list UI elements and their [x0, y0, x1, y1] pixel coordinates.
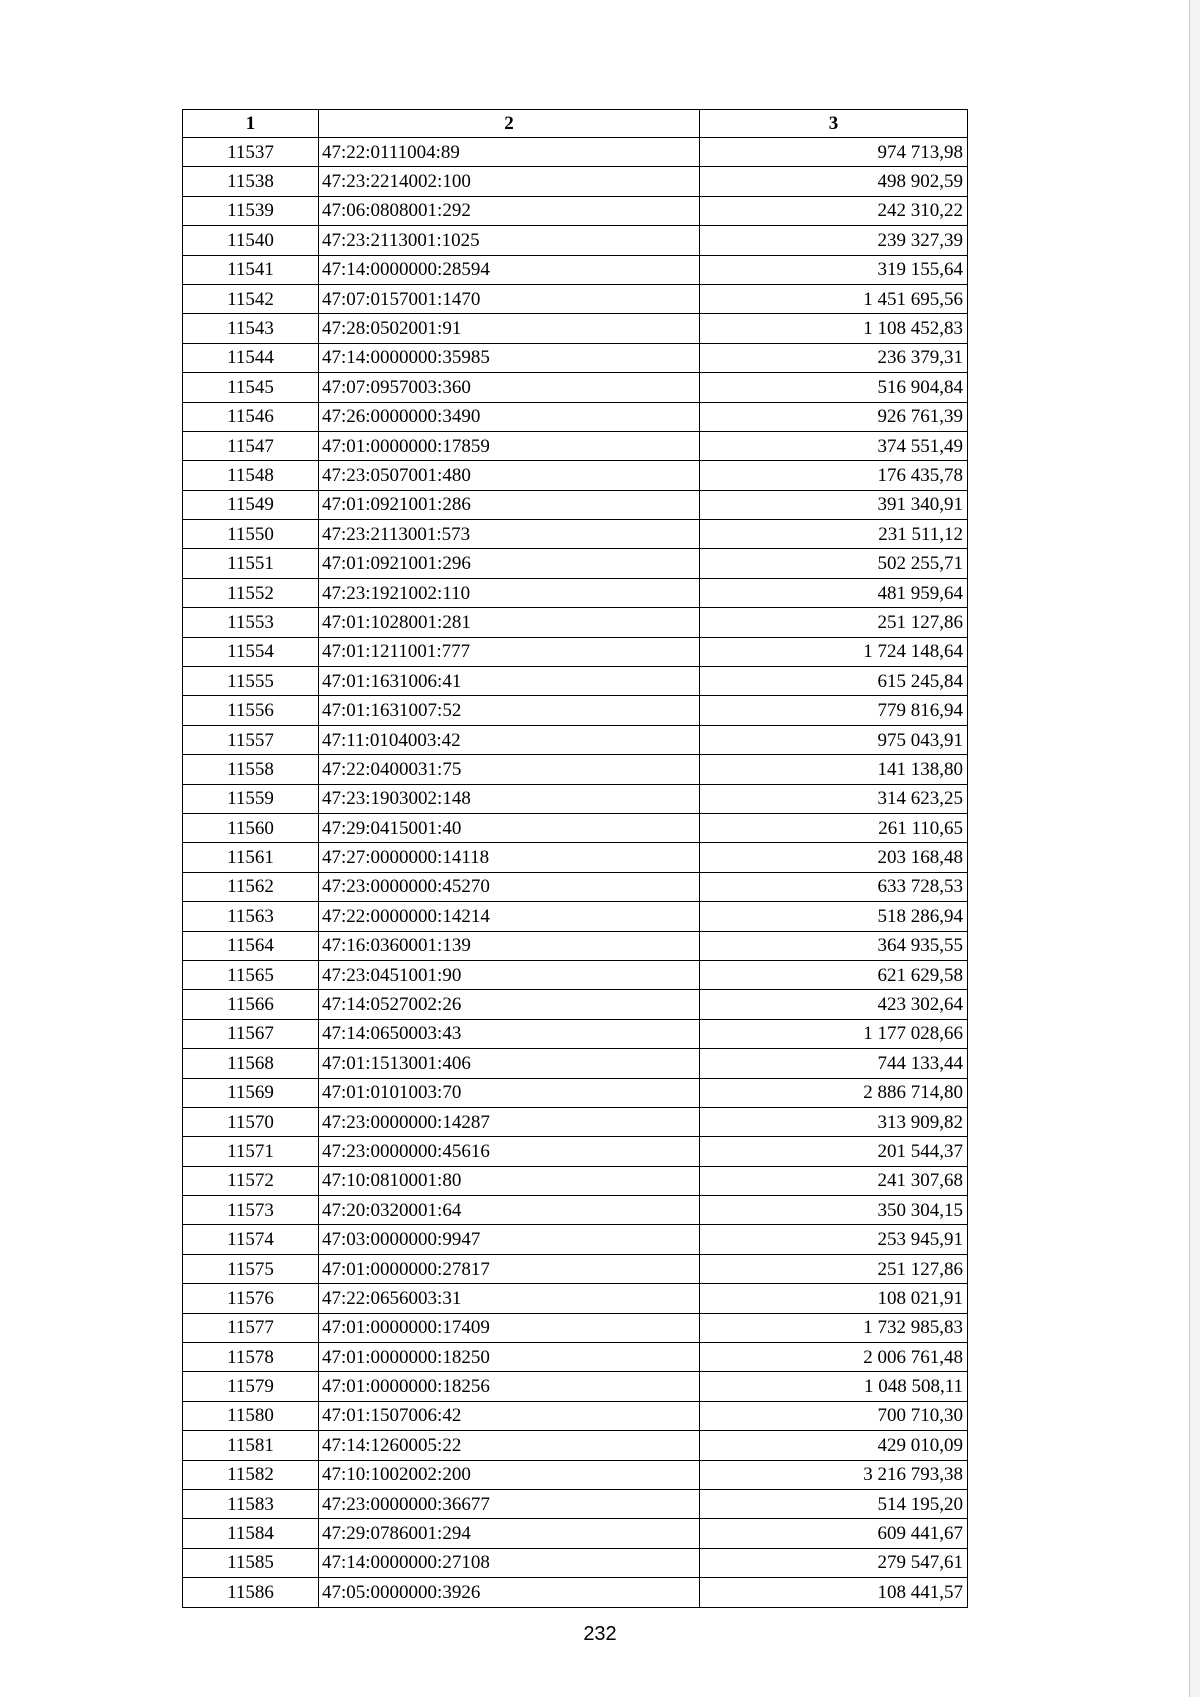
- row-number-cell: 11552: [183, 578, 319, 607]
- value-cell: 974 713,98: [700, 138, 968, 167]
- row-number-cell: 11571: [183, 1137, 319, 1166]
- header-col-1: 1: [183, 110, 319, 138]
- value-cell: 279 547,61: [700, 1548, 968, 1577]
- header-col-3: 3: [700, 110, 968, 138]
- row-number-cell: 11581: [183, 1431, 319, 1460]
- row-number-cell: 11537: [183, 138, 319, 167]
- value-cell: 261 110,65: [700, 813, 968, 842]
- cadastral-number-cell: 47:23:2113001:1025: [319, 226, 700, 255]
- cadastral-number-cell: 47:01:1028001:281: [319, 608, 700, 637]
- table-row: [183, 1107, 968, 1136]
- cadastral-number-cell: 47:28:0502001:91: [319, 314, 700, 343]
- row-number-cell: 11542: [183, 284, 319, 313]
- table-row: [183, 608, 968, 637]
- value-cell: 1 108 452,83: [700, 314, 968, 343]
- row-number-cell: 11562: [183, 872, 319, 901]
- table-row: [183, 373, 968, 402]
- table-row: [183, 1578, 968, 1607]
- value-cell: 201 544,37: [700, 1137, 968, 1166]
- row-number-cell: 11583: [183, 1489, 319, 1518]
- table-row: [183, 1313, 968, 1342]
- table-row: [183, 990, 968, 1019]
- value-cell: 253 945,91: [700, 1225, 968, 1254]
- value-cell: 621 629,58: [700, 960, 968, 989]
- row-number-cell: 11546: [183, 402, 319, 431]
- cadastral-number-cell: 47:22:0656003:31: [319, 1284, 700, 1313]
- row-number-cell: 11573: [183, 1196, 319, 1225]
- table-row: [183, 1548, 968, 1577]
- value-cell: 975 043,91: [700, 725, 968, 754]
- value-cell: 1 724 148,64: [700, 637, 968, 666]
- cadastral-number-cell: 47:14:0000000:35985: [319, 343, 700, 372]
- cadastral-number-cell: 47:11:0104003:42: [319, 725, 700, 754]
- cadastral-number-cell: 47:01:1507006:42: [319, 1401, 700, 1430]
- cadastral-number-cell: 47:23:2113001:573: [319, 520, 700, 549]
- row-number-cell: 11584: [183, 1519, 319, 1548]
- row-number-cell: 11580: [183, 1401, 319, 1430]
- row-number-cell: 11563: [183, 902, 319, 931]
- value-cell: 481 959,64: [700, 578, 968, 607]
- value-cell: 251 127,86: [700, 608, 968, 637]
- table-row: [183, 461, 968, 490]
- value-cell: 313 909,82: [700, 1107, 968, 1136]
- value-cell: 1 177 028,66: [700, 1019, 968, 1048]
- table-row: [183, 902, 968, 931]
- row-number-cell: 11558: [183, 755, 319, 784]
- value-cell: 429 010,09: [700, 1431, 968, 1460]
- value-cell: 236 379,31: [700, 343, 968, 372]
- value-cell: 314 623,25: [700, 784, 968, 813]
- table-row: [183, 520, 968, 549]
- cadastral-number-cell: 47:29:0415001:40: [319, 813, 700, 842]
- value-cell: 926 761,39: [700, 402, 968, 431]
- row-number-cell: 11544: [183, 343, 319, 372]
- cadastral-number-cell: 47:14:0527002:26: [319, 990, 700, 1019]
- cadastral-number-cell: 47:22:0400031:75: [319, 755, 700, 784]
- table-row: [183, 843, 968, 872]
- table-row: [183, 1372, 968, 1401]
- table-row: [183, 549, 968, 578]
- row-number-cell: 11574: [183, 1225, 319, 1254]
- table-row: [183, 1254, 968, 1283]
- table-row: [183, 1049, 968, 1078]
- table-row: [183, 696, 968, 725]
- value-cell: 633 728,53: [700, 872, 968, 901]
- value-cell: 3 216 793,38: [700, 1460, 968, 1489]
- row-number-cell: 11582: [183, 1460, 319, 1489]
- row-number-cell: 11565: [183, 960, 319, 989]
- value-cell: 744 133,44: [700, 1049, 968, 1078]
- table-row: [183, 1519, 968, 1548]
- row-number-cell: 11578: [183, 1343, 319, 1372]
- row-number-cell: 11575: [183, 1254, 319, 1283]
- cadastral-number-cell: 47:01:0101003:70: [319, 1078, 700, 1107]
- value-cell: 241 307,68: [700, 1166, 968, 1195]
- table-row: [183, 1460, 968, 1489]
- value-cell: 364 935,55: [700, 931, 968, 960]
- table-row: [183, 314, 968, 343]
- cadastral-number-cell: 47:07:0157001:1470: [319, 284, 700, 313]
- cadastral-number-cell: 47:01:1631006:41: [319, 667, 700, 696]
- row-number-cell: 11561: [183, 843, 319, 872]
- value-cell: 350 304,15: [700, 1196, 968, 1225]
- row-number-cell: 11543: [183, 314, 319, 343]
- value-cell: 779 816,94: [700, 696, 968, 725]
- value-cell: 498 902,59: [700, 167, 968, 196]
- row-number-cell: 11540: [183, 226, 319, 255]
- cadastral-number-cell: 47:29:0786001:294: [319, 1519, 700, 1548]
- table-row: [183, 578, 968, 607]
- page-edge: [1189, 0, 1200, 1697]
- cadastral-number-cell: 47:01:1631007:52: [319, 696, 700, 725]
- cadastral-number-cell: 47:01:0000000:17409: [319, 1313, 700, 1342]
- table-row: [183, 1166, 968, 1195]
- value-cell: 423 302,64: [700, 990, 968, 1019]
- cadastral-number-cell: 47:23:0000000:14287: [319, 1107, 700, 1136]
- cadastral-number-cell: 47:22:0111004:89: [319, 138, 700, 167]
- value-cell: 1 451 695,56: [700, 284, 968, 313]
- row-number-cell: 11586: [183, 1578, 319, 1607]
- row-number-cell: 11569: [183, 1078, 319, 1107]
- value-cell: 615 245,84: [700, 667, 968, 696]
- value-cell: 516 904,84: [700, 373, 968, 402]
- table-row: [183, 1343, 968, 1372]
- value-cell: 502 255,71: [700, 549, 968, 578]
- table-row: [183, 431, 968, 460]
- row-number-cell: 11559: [183, 784, 319, 813]
- cadastral-number-cell: 47:01:1513001:406: [319, 1049, 700, 1078]
- row-number-cell: 11551: [183, 549, 319, 578]
- table-row: [183, 490, 968, 519]
- cadastral-number-cell: 47:23:0000000:36677: [319, 1489, 700, 1518]
- table-row: [183, 813, 968, 842]
- row-number-cell: 11541: [183, 255, 319, 284]
- cadastral-number-cell: 47:14:0000000:28594: [319, 255, 700, 284]
- table-row: [183, 167, 968, 196]
- value-cell: 242 310,22: [700, 196, 968, 225]
- table-row: [183, 1431, 968, 1460]
- value-cell: 1 048 508,11: [700, 1372, 968, 1401]
- row-number-cell: 11564: [183, 931, 319, 960]
- cadastral-number-cell: 47:20:0320001:64: [319, 1196, 700, 1225]
- table-row: [183, 637, 968, 666]
- value-cell: 203 168,48: [700, 843, 968, 872]
- cadastral-number-cell: 47:03:0000000:9947: [319, 1225, 700, 1254]
- cadastral-number-cell: 47:07:0957003:360: [319, 373, 700, 402]
- row-number-cell: 11548: [183, 461, 319, 490]
- value-cell: 239 327,39: [700, 226, 968, 255]
- cadastral-number-cell: 47:23:2214002:100: [319, 167, 700, 196]
- table-row: [183, 226, 968, 255]
- cadastral-number-cell: 47:14:0000000:27108: [319, 1548, 700, 1577]
- row-number-cell: 11579: [183, 1372, 319, 1401]
- cadastral-number-cell: 47:01:0000000:17859: [319, 431, 700, 460]
- table-row: [183, 1489, 968, 1518]
- row-number-cell: 11538: [183, 167, 319, 196]
- value-cell: 141 138,80: [700, 755, 968, 784]
- value-cell: 374 551,49: [700, 431, 968, 460]
- row-number-cell: 11572: [183, 1166, 319, 1195]
- table-row: [183, 1401, 968, 1430]
- table-row: [183, 343, 968, 372]
- cadastral-number-cell: 47:10:0810001:80: [319, 1166, 700, 1195]
- cadastral-number-cell: 47:27:0000000:14118: [319, 843, 700, 872]
- cadastral-number-cell: 47:01:0921001:286: [319, 490, 700, 519]
- cadastral-number-cell: 47:01:0000000:18250: [319, 1343, 700, 1372]
- cadastral-number-cell: 47:22:0000000:14214: [319, 902, 700, 931]
- cadastral-number-cell: 47:01:0921001:296: [319, 549, 700, 578]
- cadastral-number-cell: 47:23:0507001:480: [319, 461, 700, 490]
- table-row: [183, 784, 968, 813]
- table-row: [183, 1284, 968, 1313]
- cadastral-number-cell: 47:01:0000000:27817: [319, 1254, 700, 1283]
- row-number-cell: 11567: [183, 1019, 319, 1048]
- row-number-cell: 11556: [183, 696, 319, 725]
- row-number-cell: 11549: [183, 490, 319, 519]
- row-number-cell: 11545: [183, 373, 319, 402]
- table-row: [183, 402, 968, 431]
- table-row: [183, 1225, 968, 1254]
- cadastral-number-cell: 47:23:1921002:110: [319, 578, 700, 607]
- table-row: [183, 284, 968, 313]
- page-number: 232: [583, 1623, 617, 1645]
- table-row: [183, 1019, 968, 1048]
- cadastral-number-cell: 47:23:1903002:148: [319, 784, 700, 813]
- value-cell: 231 511,12: [700, 520, 968, 549]
- registry-table: [182, 109, 968, 1608]
- value-cell: 609 441,67: [700, 1519, 968, 1548]
- row-number-cell: 11568: [183, 1049, 319, 1078]
- value-cell: 518 286,94: [700, 902, 968, 931]
- table-row: [183, 725, 968, 754]
- cadastral-number-cell: 47:14:0650003:43: [319, 1019, 700, 1048]
- row-number-cell: 11553: [183, 608, 319, 637]
- value-cell: 391 340,91: [700, 490, 968, 519]
- header-col-2: 2: [319, 110, 700, 138]
- value-cell: 108 021,91: [700, 1284, 968, 1313]
- value-cell: 1 732 985,83: [700, 1313, 968, 1342]
- cadastral-number-cell: 47:16:0360001:139: [319, 931, 700, 960]
- table-row: [183, 931, 968, 960]
- row-number-cell: 11576: [183, 1284, 319, 1313]
- row-number-cell: 11555: [183, 667, 319, 696]
- value-cell: 319 155,64: [700, 255, 968, 284]
- cadastral-number-cell: 47:06:0808001:292: [319, 196, 700, 225]
- table-header: [183, 110, 968, 138]
- cadastral-number-cell: 47:23:0451001:90: [319, 960, 700, 989]
- row-number-cell: 11577: [183, 1313, 319, 1342]
- value-cell: 176 435,78: [700, 461, 968, 490]
- row-number-cell: 11570: [183, 1107, 319, 1136]
- cadastral-number-cell: 47:10:1002002:200: [319, 1460, 700, 1489]
- row-number-cell: 11547: [183, 431, 319, 460]
- cadastral-number-cell: 47:01:0000000:18256: [319, 1372, 700, 1401]
- value-cell: 2 006 761,48: [700, 1343, 968, 1372]
- table-row: [183, 1137, 968, 1166]
- value-cell: 251 127,86: [700, 1254, 968, 1283]
- value-cell: 700 710,30: [700, 1401, 968, 1430]
- cadastral-number-cell: 47:23:0000000:45270: [319, 872, 700, 901]
- table-row: [183, 872, 968, 901]
- table-row: [183, 755, 968, 784]
- table-row: [183, 255, 968, 284]
- table-row: [183, 1196, 968, 1225]
- table-row: [183, 1078, 968, 1107]
- value-cell: 108 441,57: [700, 1578, 968, 1607]
- cadastral-number-cell: 47:23:0000000:45616: [319, 1137, 700, 1166]
- cadastral-number-cell: 47:14:1260005:22: [319, 1431, 700, 1460]
- row-number-cell: 11560: [183, 813, 319, 842]
- row-number-cell: 11554: [183, 637, 319, 666]
- row-number-cell: 11566: [183, 990, 319, 1019]
- table-row: [183, 196, 968, 225]
- row-number-cell: 11585: [183, 1548, 319, 1577]
- cadastral-number-cell: 47:26:0000000:3490: [319, 402, 700, 431]
- value-cell: 2 886 714,80: [700, 1078, 968, 1107]
- table-row: [183, 667, 968, 696]
- value-cell: 514 195,20: [700, 1489, 968, 1518]
- table-row: [183, 960, 968, 989]
- table-body: [183, 138, 968, 1608]
- row-number-cell: 11550: [183, 520, 319, 549]
- table-row: [183, 138, 968, 167]
- cadastral-number-cell: 47:05:0000000:3926: [319, 1578, 700, 1607]
- cadastral-number-cell: 47:01:1211001:777: [319, 637, 700, 666]
- row-number-cell: 11557: [183, 725, 319, 754]
- header-row: [183, 110, 968, 138]
- row-number-cell: 11539: [183, 196, 319, 225]
